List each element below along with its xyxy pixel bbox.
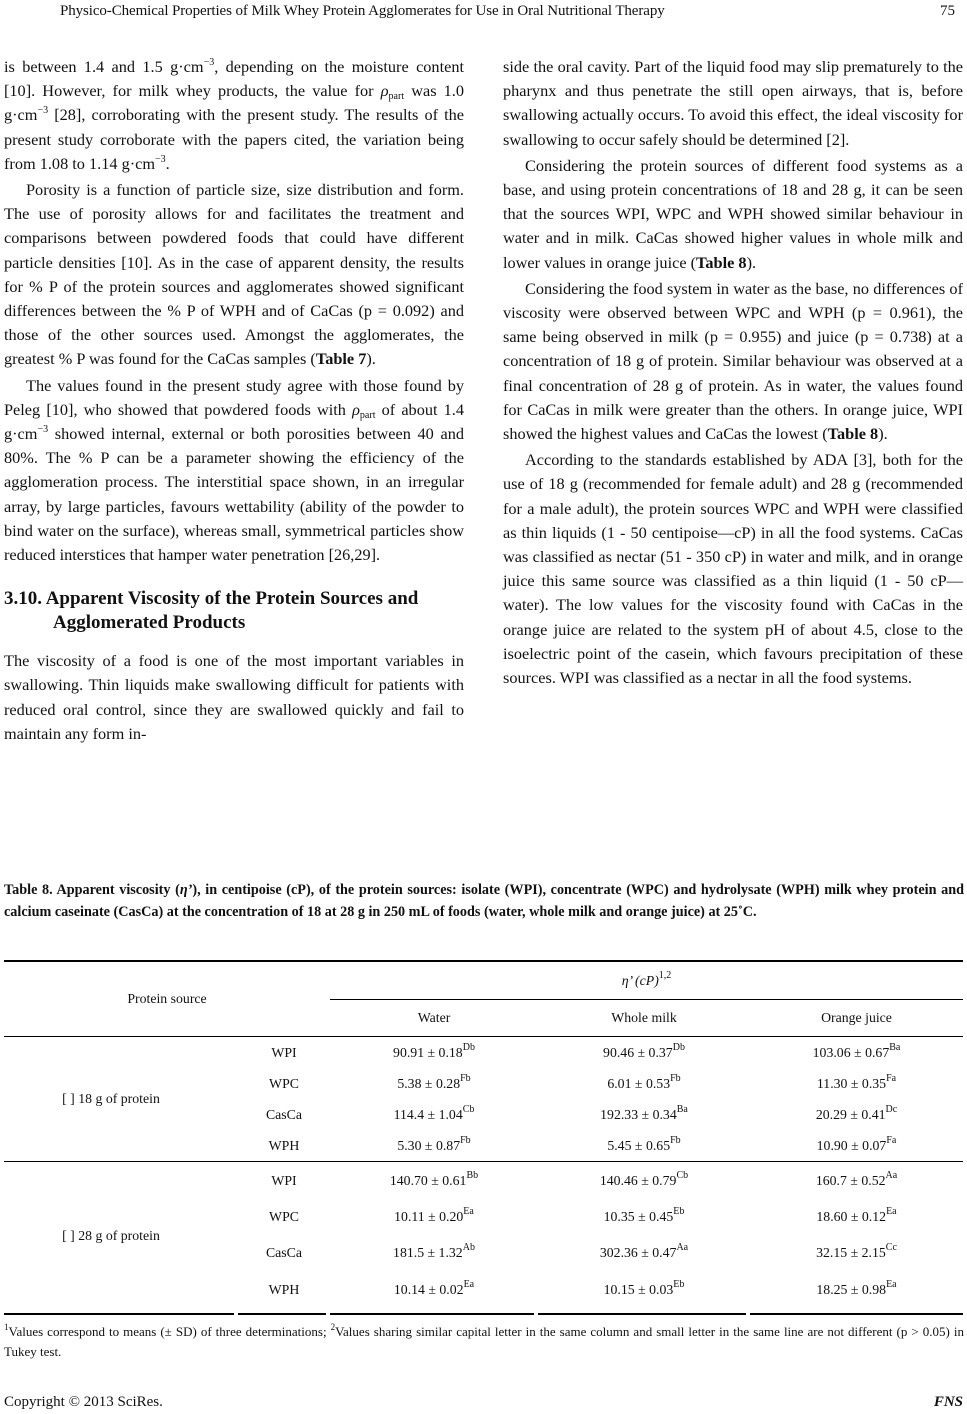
copyright-notice: Copyright © 2013 SciRes. (4, 1394, 163, 1410)
paragraph (4, 55, 464, 176)
header-eta (330, 960, 963, 1000)
paragraph: The viscosity of a food is one of the most important variables in swallowing. Thin liquids make swallowing difficult for patients with reduced oral control, since they are swallowed quickly and fail to maintain any form in- (4, 651, 464, 743)
text: is between 1.4 and 1.5 g·cm (4, 57, 204, 76)
value: 10.90 ± 0.07 (816, 1137, 887, 1153)
value: 302.36 ± 0.47 (599, 1245, 677, 1260)
text: , depending on the moisture content [10]. However, for milk whey products, the value for (4, 57, 464, 101)
paragraph: According to the standards established by ADA [3], both for the use of 18 g (recommended for female adult) and 28 g (recommended for a male adult), the protein sources WPC and WPH were classified as thin liquids (1 - 50 centipoise—cP) in all the food systems. CaCas was classified as nectar (51 - 350 cP) in water and milk, and in orange juice this same source was classified as a thin liquid (1 - 50 cP—water). The low values for the viscosity found with CaCas in the orange juice are related to the system pH of about 4.5, close to the isoelectric point of the casein, which favours precipitation of these sources. WPI was classified as a nectar in all the food systems. (503, 450, 963, 688)
value: 10.11 ± 0.20 (394, 1209, 464, 1224)
rule-segment (538, 1313, 746, 1315)
cell-juice (750, 1099, 963, 1130)
text: Considering the protein sources of different food systems as a base, and using protein concentrations of 18 and 28 g, it can be seen that the sources WPI, WPC and WPH showed similar behaviour in water and in milk. CaCas showed higher values in whole milk and lower values in orange juice ( (503, 155, 963, 272)
text: Values correspond to means (± SD) of three determinations; (8, 1324, 331, 1339)
significance-letters: Ba (676, 1103, 688, 1115)
cell-milk (538, 1099, 750, 1130)
significance-letters: Fb (460, 1134, 471, 1146)
text: . (165, 153, 170, 173)
text: was 1.0 g·cm (4, 81, 464, 125)
table-row (4, 1037, 963, 1068)
protein-source: WPI (271, 1044, 297, 1060)
journal-abbreviation: FNS (933, 1394, 963, 1410)
significance-letters: Eb (673, 1279, 685, 1290)
table-footnote (4, 1322, 964, 1362)
value: 5.30 ± 0.87 (397, 1137, 461, 1153)
cell-milk (538, 1068, 750, 1099)
rule-segment (330, 1313, 534, 1315)
significance-letters: Fa (886, 1134, 897, 1146)
value: 10.35 ± 0.45 (603, 1209, 674, 1224)
value: 18.25 ± 0.98 (816, 1282, 887, 1297)
value: 10.14 ± 0.02 (393, 1282, 464, 1297)
value: 32.15 ± 2.15 (816, 1245, 886, 1260)
cell-water (330, 1099, 538, 1130)
protein-source: WPH (238, 1130, 330, 1162)
text: Values sharing similar capital letter in the same column and small letter in the same line are not different (p > 0.05) in Tukey test. (4, 1324, 964, 1359)
significance-letters: Ab (462, 1242, 475, 1253)
group-label: [ ] 28 g of protein (62, 1227, 160, 1243)
column-header-orange-juice: Orange juice (750, 1000, 963, 1037)
superscript: 1 (4, 1322, 9, 1332)
table-row (4, 1162, 963, 1199)
significance-letters: Cb (462, 1103, 475, 1115)
superscript: −3 (155, 153, 166, 165)
value: 181.5 ± 1.32 (393, 1245, 463, 1260)
superscript: −3 (37, 424, 49, 436)
table-caption (4, 880, 964, 923)
text: ). (746, 252, 757, 272)
rho-symbol: ρ (380, 81, 389, 101)
significance-letters: Fb (670, 1134, 681, 1146)
table-reference[interactable]: Table 7 (315, 349, 367, 369)
significance-letters: Ea (886, 1206, 897, 1217)
value: 160.7 ± 0.52 (815, 1172, 886, 1188)
cell-water (330, 1162, 538, 1199)
rule-segment (750, 1313, 963, 1315)
cell-water (330, 1037, 538, 1068)
running-title: Physico-Chemical Properties of Milk Whey Protein Agglomerates for Use in Oral Nutritional Therapy (60, 3, 665, 19)
significance-letters: Bb (466, 1169, 479, 1181)
protein-source: CasCa (265, 1106, 303, 1122)
header-protein-source: Protein source (4, 960, 330, 1037)
cell-milk (538, 1130, 750, 1162)
text: Considering the food system in water as the base, no differences of viscosity were observed between WPC and WPH (p = 0.961), the same being observed in milk (p = 0.955) and juice (p = 0.738) at a concentration of 18 g of protein. Similar behaviour was observed at a final concentration of 28 g of protein. As in water, the values found for CaCas in milk were greater than the others. In orange juice, WPI showed the highest values and CaCas the lowest ( (503, 278, 963, 444)
eta-symbol: η’ (cP) (621, 972, 659, 988)
significance-letters: Cb (676, 1169, 689, 1181)
value: 6.01 ± 0.53 (607, 1075, 671, 1091)
value: 18.60 ± 0.12 (816, 1209, 887, 1224)
left-column (4, 55, 464, 746)
protein-source: WPC (269, 1075, 299, 1091)
significance-letters: Fb (460, 1072, 471, 1084)
rule-segment (4, 1313, 234, 1315)
text: ). (878, 424, 888, 444)
table-bottom-rule (4, 1313, 963, 1315)
text: showed internal, external or both porosities between 40 and 80%. The % P can be a parameter showing the efficiency of the agglomeration process. The interstitial space shown, in an irregular array, by large particles, favours wettability (ability of the powder to bind water on the surface), whereas small, symmetrical particles show reduced interstices that hamper water penetration [26,29]. (4, 424, 464, 565)
value: 10.15 ± 0.03 (603, 1282, 674, 1297)
cell-water (330, 1199, 538, 1235)
cell-juice (750, 1235, 963, 1271)
text: The values found in the present study agree with those found by Peleg [10], who showed that powdered foods with (4, 375, 464, 419)
value: 140.70 ± 0.61 (389, 1172, 467, 1188)
value: 5.45 ± 0.65 (607, 1137, 671, 1153)
table-reference[interactable]: Table 8 (696, 252, 747, 272)
cell-milk (538, 1271, 750, 1309)
significance-letters: Ea (463, 1279, 475, 1290)
viscosity-table (4, 960, 963, 1309)
value: 114.4 ± 1.04 (393, 1106, 463, 1122)
paragraph (4, 374, 464, 568)
significance-letters: Cc (885, 1242, 897, 1253)
significance-letters: Fb (670, 1072, 681, 1084)
text: ). (366, 349, 376, 369)
page-number: 75 (940, 3, 955, 19)
subscript: part (359, 409, 376, 421)
significance-letters: Db (462, 1041, 475, 1053)
significance-letters: Eb (673, 1206, 685, 1217)
significance-letters: Ba (889, 1041, 901, 1053)
section-heading: 3.10. Apparent Viscosity of the Protein Sources and Agglomerated Products (4, 588, 419, 634)
cell-milk (538, 1235, 750, 1271)
rho-symbol: ρ (352, 399, 360, 419)
cell-juice (750, 1037, 963, 1068)
superscript: −3 (203, 57, 215, 68)
significance-letters: Aa (885, 1169, 898, 1181)
right-column (503, 55, 963, 690)
value: 90.91 ± 0.18 (393, 1044, 463, 1060)
protein-source: WPI (271, 1172, 297, 1188)
superscript: 1,2 (658, 969, 672, 981)
subscript: part (388, 91, 405, 103)
significance-letters: Dc (885, 1103, 898, 1115)
cell-water (330, 1130, 538, 1162)
cell-juice (750, 1271, 963, 1309)
cell-water (330, 1068, 538, 1099)
cell-juice (750, 1068, 963, 1099)
cell-juice (750, 1199, 963, 1235)
protein-source: WPH (268, 1282, 300, 1297)
paragraph (503, 154, 963, 275)
value: 5.38 ± 0.28 (397, 1075, 461, 1091)
value: 103.06 ± 0.67 (812, 1044, 890, 1060)
table-reference[interactable]: Table 8 (827, 424, 879, 444)
cell-milk (538, 1162, 750, 1199)
paragraph (503, 277, 963, 446)
significance-letters: Aa (676, 1242, 689, 1253)
running-header (0, 0, 967, 24)
value: 20.29 ± 0.41 (815, 1106, 886, 1122)
superscript: −3 (37, 105, 49, 117)
significance-letters: Db (672, 1041, 685, 1053)
significance-letters: Ea (463, 1206, 474, 1217)
rule-segment (238, 1313, 326, 1315)
eta-symbol: η’ (179, 882, 193, 898)
value: 192.33 ± 0.34 (600, 1106, 677, 1122)
group-label: [ ] 18 g of protein (4, 1037, 238, 1162)
text: Porosity is a function of particle size, size distribution and form. The use of porosity allows for and facilitates the treatment and comparisons between powdered foods that could have different particle densities [10]. As in the case of apparent density, the results for % P of the protein sources and agglomerates showed significant differences between the % P of WPH and of CaCas (p = 0.092) and those of the other sources used. Amongst the agglomerates, the greatest % P was found for the CaCas samples ( (4, 180, 464, 369)
value: 140.46 ± 0.79 (599, 1172, 677, 1188)
value: 90.46 ± 0.37 (603, 1044, 673, 1060)
cell-juice (750, 1130, 963, 1162)
value: 11.30 ± 0.35 (816, 1075, 887, 1091)
cell-water (330, 1235, 538, 1271)
cell-water (330, 1271, 538, 1309)
cell-milk (538, 1199, 750, 1235)
column-header-water: Water (330, 1000, 538, 1037)
paragraph (4, 178, 464, 372)
superscript: 2 (330, 1322, 336, 1332)
protein-source: CasCa (265, 1245, 303, 1260)
text: ), in centipoise (cP), of the protein sources: isolate (WPI), concentrate (WPC) and hydrolysate (WPH) milk whey protein and calcium caseinate (CasCa) at the concentration of 18 at 28 g in 250 mL of foods (water, whole milk and orange juice) at 25˚C. (4, 882, 964, 920)
cell-juice (750, 1162, 963, 1199)
column-header-whole-milk: Whole milk (538, 1000, 750, 1037)
text: [28], corroborating with the present study. The results of the present study corroborate with the papers cited, the variation being from 1.08 to 1.14 g·cm (4, 105, 464, 173)
protein-source: WPC (269, 1209, 299, 1224)
cell-milk (538, 1037, 750, 1068)
paragraph: side the oral cavity. Part of the liquid food may slip prematurely to the pharynx and thus penetrate the still open airways, that is, before swallowing actually occurs. To avoid this effect, the ideal viscosity for swallowing to occur safely should be determined [2]. (503, 57, 963, 149)
text: of about 1.4 g·cm (4, 399, 465, 444)
significance-letters: Ea (886, 1279, 897, 1290)
text: Table 8. Apparent viscosity ( (4, 882, 180, 898)
significance-letters: Fa (886, 1072, 897, 1084)
